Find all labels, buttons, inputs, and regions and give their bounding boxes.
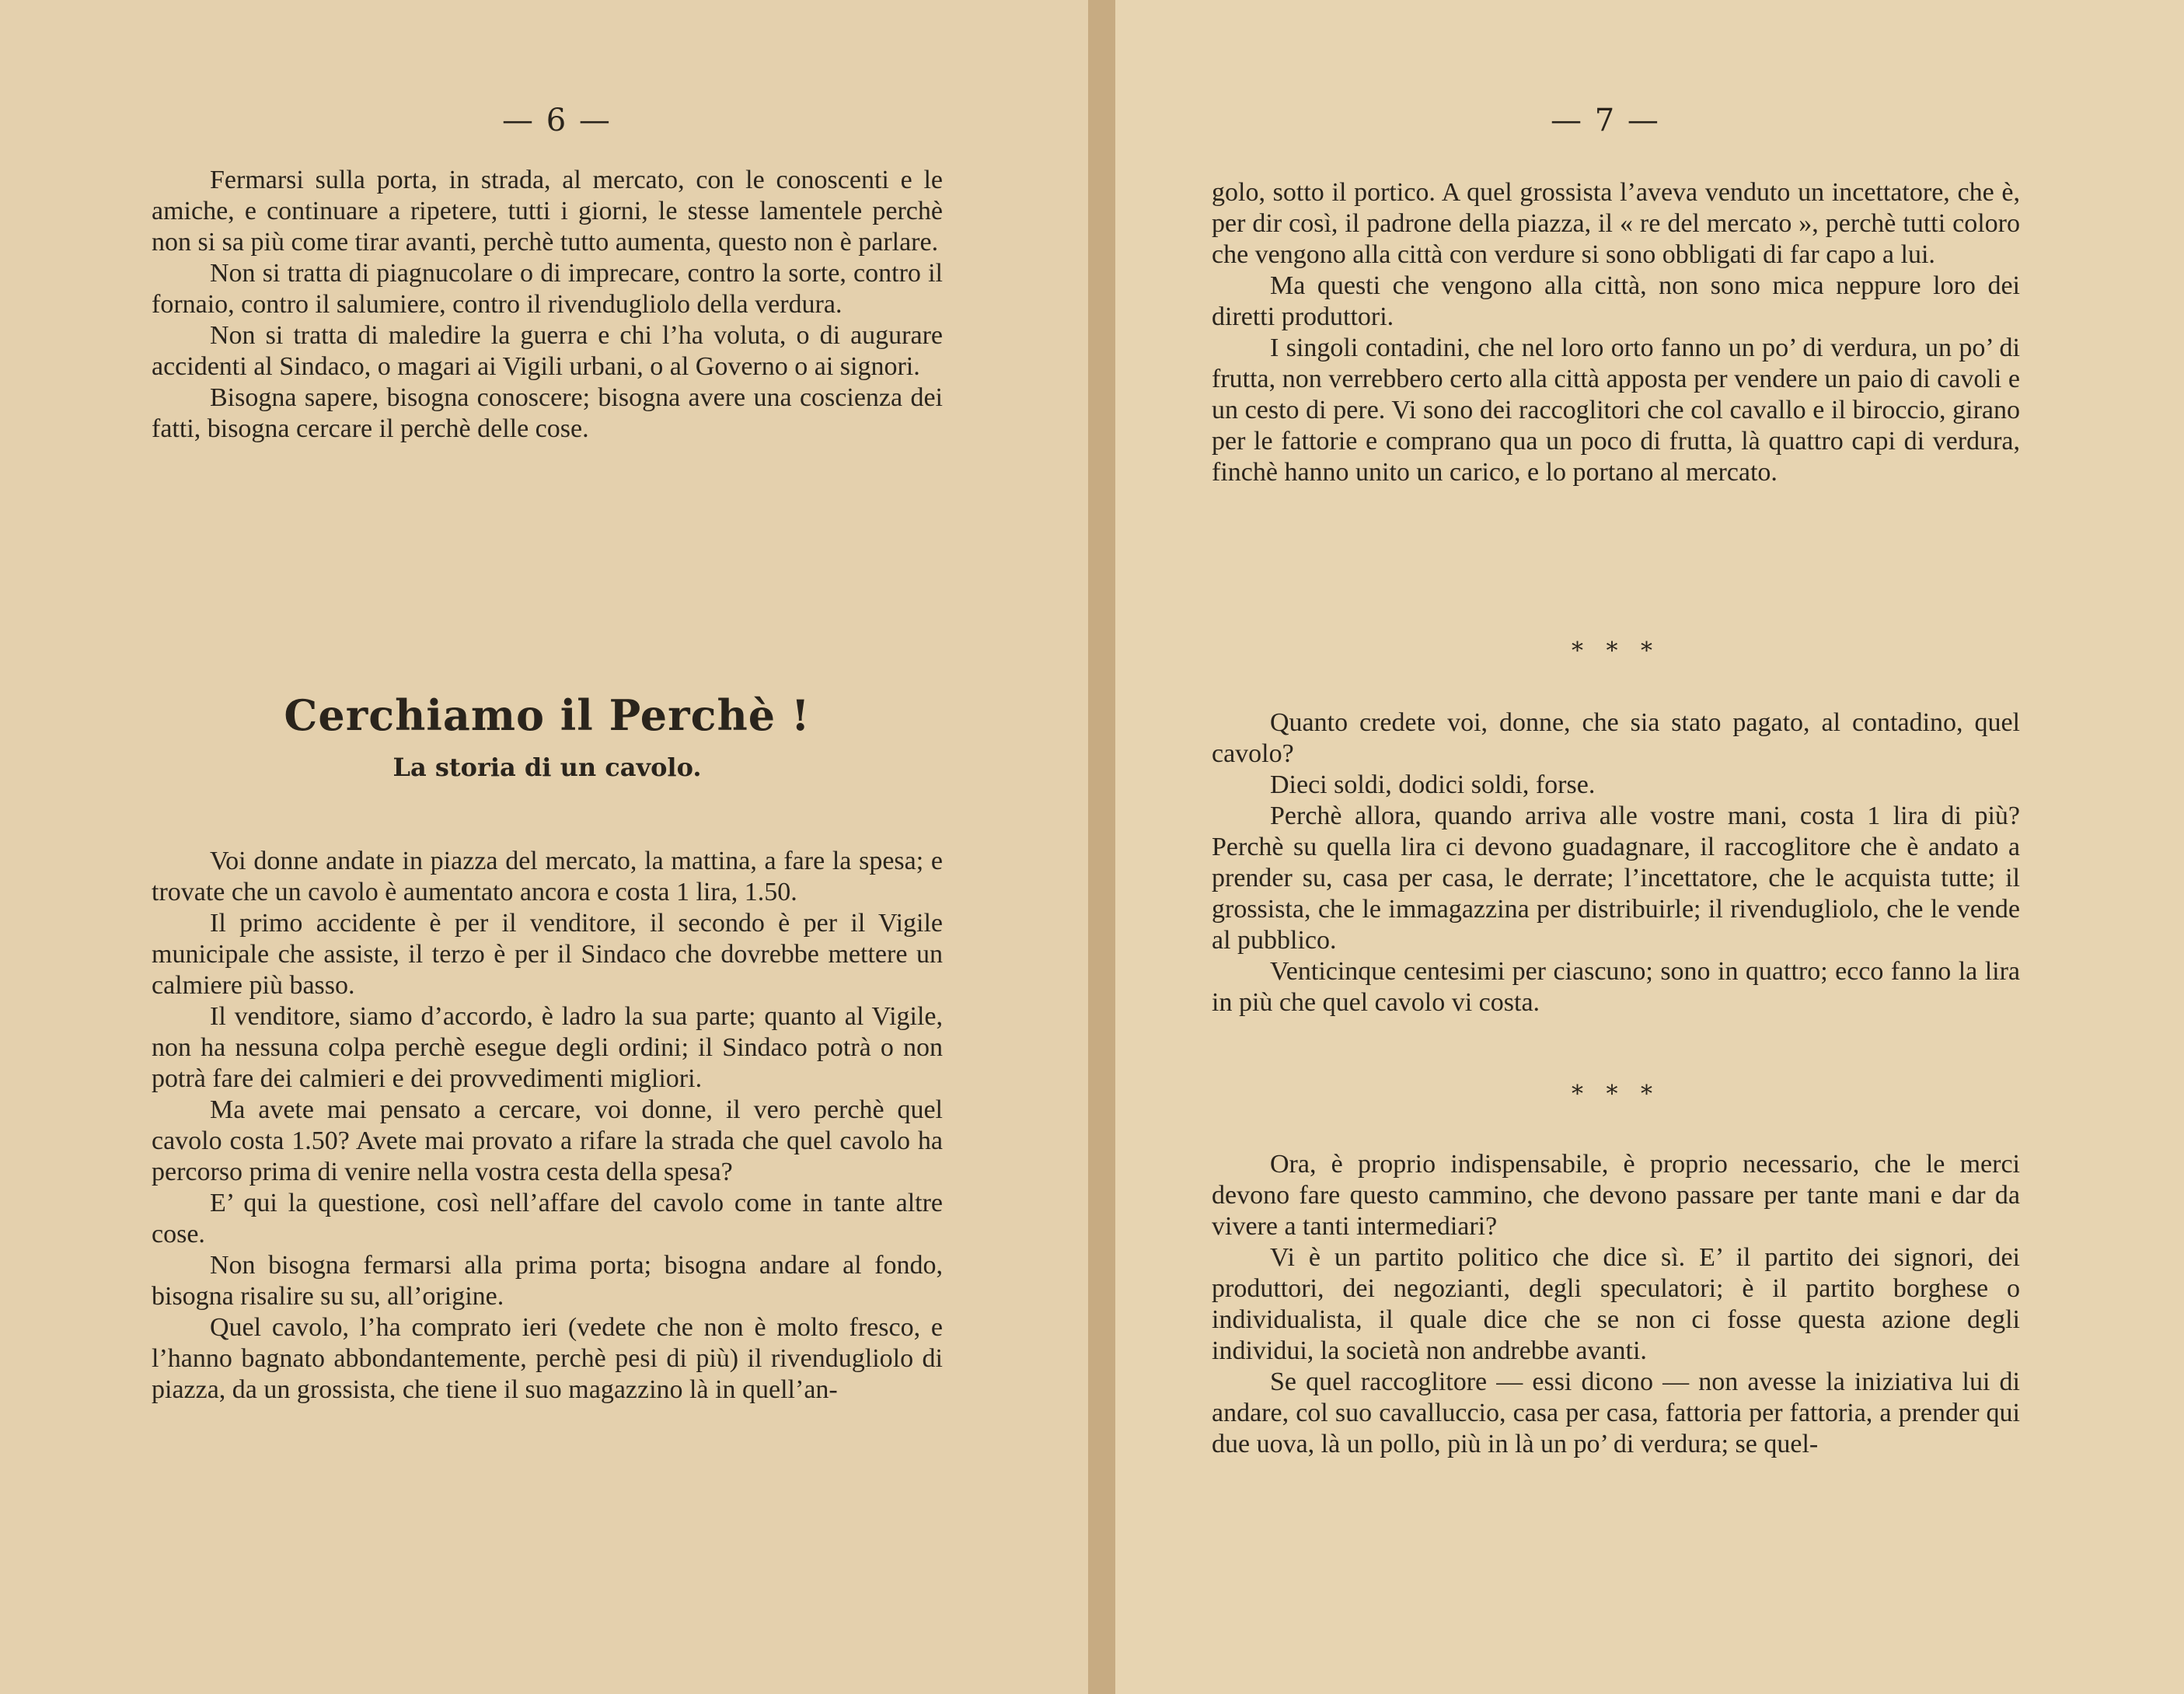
paragraph: Quel cavolo, l’ha comprato ieri (vedete che non è molto fresco, e l’hanno bagnato abbondantemente, perchè pesi di più) il rivendugliolo di piazza, da un grossista, che tiene il suo magazzino là in quell’an- [152,1313,943,1404]
paragraph: I singoli contadini, che nel loro orto fanno un po’ di verdura, un po’ di frutta, non verrebbero certo alla città apposta per vendere un paio di cavoli e un cesto di pere. Vi sono dei raccoglitori che col cavallo e il biroccio, girano per le fattorie e comprano qua un poco di frutta, là quattro capi di verdura, finchè hanno unito un carico, e lo portano al mercato. [1212,334,2020,487]
page-number: — 7 — [1551,103,1660,138]
paragraph: Ora, è proprio indispensabile, è proprio necessario, che le merci devono fare questo cammino, che devono passare per tante mani e dar da vivere a tanti intermediari? [1212,1150,2020,1241]
paragraph: Venticinque centesimi per ciascuno; sono in quattro; ecco fanno la lira in più che quel cavolo vi costa. [1212,957,2020,1017]
section-separator: * * * [1571,1081,1661,1108]
section-separator: * * * [1571,637,1661,665]
text-block-middle [1212,707,2020,1018]
paragraph: Dieci soldi, dodici soldi, forse. [1270,770,1596,799]
page-number: — 6 — [502,103,612,138]
paragraph: Ma questi che vengono alla città, non sono mica neppure loro dei diretti produttori. [1212,271,2020,331]
paragraph: Perchè allora, quando arriva alle vostre mani, costa 1 lira di più? Perchè su quella lira ci devono guadagnare, il raccoglitore che è andato a prender su, casa per casa, le derrate; l’incettatore, che le acquista tutte; il grossista, che le immagazzina per distribuirle; il rivendugliolo, che le vende al pubblico. [1212,802,2020,955]
paragraph: Non si tratta di maledire la guerra e chi l’ha voluta, o di augurare accidenti al Sindaco, o magari ai Vigili urbani, o al Governo o ai signori. [152,321,943,381]
text-block-body [152,846,943,1406]
paragraph: Quanto credete voi, donne, che sia stato pagato, al contadino, quel cavolo? [1212,708,2020,768]
paragraph: Voi donne andate in piazza del mercato, la mattina, a fare la spesa; e trovate che un cavolo è aumentato ancora e costa 1 lira, 1.50. [152,847,943,906]
section-title: Cerchiamo il Perchè ! [284,690,811,740]
paragraph: Bisogna sapere, bisogna conoscere; bisogna avere una coscienza dei fatti, bisogna cercare il perchè delle cose. [152,383,943,443]
text-block-top [1212,177,2020,488]
paragraph: Vi è un partito politico che dice sì. E’ il partito dei signori, dei produttori, dei negozianti, degli speculatori; è il partito borghese o individualista, il quale dice che se non ci fosse questa azione degli individui, la società non andrebbe avanti. [1212,1243,2020,1365]
paragraph: Il venditore, siamo d’accordo, è ladro la sua parte; quanto al Vigile, non ha nessuna colpa perchè esegue degli ordini; il Sindaco potrà o non potrà fare dei calmieri e dei provvedimenti migliori. [152,1002,943,1093]
paragraph: Fermarsi sulla porta, in strada, al mercato, con le conoscenti e le amiche, e continuare a ripetere, tutti i giorni, le stesse lamentele perchè non si sa più come tirar avanti, perchè tutto aumenta, questo non è parlare. [152,166,943,257]
paragraph: golo, sotto il portico. A quel grossista l’aveva venduto un incettatore, che è, per dir così, il padrone della piazza, il « re del mercato », perchè tutti coloro che vengono alla città con verdure si sono obbligati di far capo a lui. [1212,178,2020,269]
paragraph: Se quel raccoglitore — essi dicono — non avesse la iniziativa lui di andare, col suo cavalluccio, casa per casa, fattoria per fattoria, a prender qui due uova, là un pollo, più in là un po’ di verdura; se quel- [1212,1367,2020,1458]
text-block-top [152,165,943,445]
paragraph: Non si tratta di piagnucolare o di imprecare, contro la sorte, contro il fornaio, contro il salumiere, contro il rivendugliolo della verdura. [152,259,943,319]
section-subtitle: La storia di un cavolo. [392,753,702,782]
paragraph: Non bisogna fermarsi alla prima porta; bisogna andare al fondo, bisogna risalire su su, all’origine. [152,1251,943,1311]
right-page [1115,0,2184,1694]
paragraph: Il primo accidente è per il venditore, il secondo è per il Vigile municipale che assiste, il terzo è per il Sindaco che dovrebbe mettere un calmiere più basso. [152,909,943,1000]
paragraph: E’ qui la questione, così nell’affare del cavolo come in tante altre cose. [152,1189,943,1249]
text-block-bottom [1212,1149,2020,1460]
paragraph: Ma avete mai pensato a cercare, voi donne, il vero perchè quel cavolo costa 1.50? Avete mai provato a rifare la strada che quel cavolo ha percorso prima di venire nella vostra cesta della spesa? [152,1095,943,1186]
